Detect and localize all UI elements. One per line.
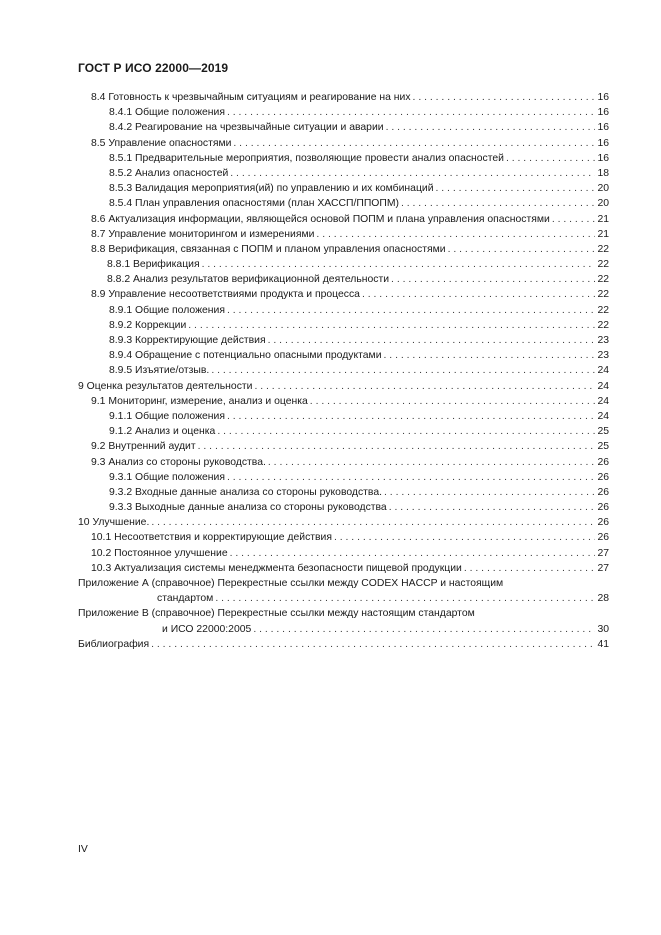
toc-entry-page: 26 (597, 471, 609, 483)
toc-entry[interactable] (78, 348, 609, 363)
toc-entry[interactable] (78, 561, 609, 576)
toc-entry-title: 8.7 Управление мониторингом и измерениями (91, 228, 315, 240)
toc-entry-page: 25 (597, 426, 609, 438)
toc-entry-page: 23 (597, 350, 609, 362)
toc-entry-page: 16 (597, 152, 609, 164)
toc-entry-page: 26 (597, 502, 609, 514)
toc-entry-page: 24 (597, 365, 609, 377)
dot-leader (413, 90, 596, 105)
toc-entry-page: 26 (597, 486, 609, 498)
toc-entry-page: 20 (597, 198, 609, 210)
toc-entry-page: 26 (597, 456, 609, 468)
bibliography-entry[interactable] (78, 637, 609, 652)
toc-entry-title: стандартом (157, 593, 214, 605)
toc-entry[interactable] (78, 303, 609, 318)
toc-entry[interactable] (78, 181, 609, 196)
toc-entry[interactable] (78, 394, 609, 409)
toc-entry-title: 8.5.2 Анализ опасностей (109, 167, 229, 179)
toc-entry[interactable] (78, 212, 609, 227)
toc-entry-page: 18 (597, 167, 609, 179)
dot-leader (253, 622, 595, 637)
toc-entry[interactable] (78, 242, 609, 257)
toc-entry[interactable] (78, 287, 609, 302)
toc-entry[interactable] (78, 455, 609, 470)
toc-entry-page: 26 (597, 517, 609, 529)
appendix-title-line[interactable]: Приложение А (справочное) Перекрестные ссылки между CODEX HACCP и настоящим (78, 578, 504, 589)
dot-leader (230, 546, 596, 561)
toc-entry-page: 27 (597, 547, 609, 559)
toc-entry-page: 27 (597, 562, 609, 574)
toc-entry-page: 22 (597, 274, 609, 286)
toc-entry-title: 9.1.1 Общие положения (109, 410, 225, 422)
toc-entry-title: 8.9 Управление несоответствиями продукта и процесса (91, 289, 360, 301)
toc-entry[interactable] (78, 257, 609, 272)
toc-entry[interactable] (78, 333, 609, 348)
dot-leader (233, 136, 595, 151)
dot-leader (389, 500, 596, 515)
dot-leader (506, 151, 595, 166)
toc-entry-page: 16 (597, 122, 609, 134)
dot-leader (151, 515, 595, 530)
toc-entry[interactable] (78, 363, 609, 378)
dot-leader (227, 303, 595, 318)
toc-entry[interactable] (78, 409, 609, 424)
dot-leader (217, 424, 595, 439)
toc-entry-page: 41 (597, 638, 609, 650)
toc-entry-title: 9.3.3 Выходные данные анализа со стороны руководства (109, 502, 387, 514)
toc-entry-title: 8.5.4 План управления опасностями (план ХАССП/ППОПМ) (109, 198, 399, 210)
dot-leader (230, 166, 595, 181)
toc-entry[interactable] (78, 120, 609, 135)
toc-entry-title: 9 Оценка результатов деятельности (78, 380, 253, 392)
dot-leader (436, 181, 596, 196)
dot-leader (227, 409, 595, 424)
toc-entry-title: 10.3 Актуализация системы менеджмента безопасности пищевой продукции (91, 562, 462, 574)
toc-entry-title: 10.2 Постоянное улучшение (91, 547, 228, 559)
toc-entry-title: 10.1 Несоответствия и корректирующие действия (91, 532, 332, 544)
toc-entry-title: 8.5 Управление опасностями (91, 137, 232, 149)
dot-leader (552, 212, 596, 227)
toc-entry-page: 20 (597, 183, 609, 195)
toc-entry-title: 9.1 Мониторинг, измерение, анализ и оценка (91, 395, 308, 407)
toc-entry[interactable] (78, 530, 609, 545)
toc-entry-page: 22 (597, 304, 609, 316)
dot-leader (362, 287, 595, 302)
toc-entry-title: 8.4.1 Общие положения (109, 107, 225, 119)
toc-entry[interactable] (78, 227, 609, 242)
toc-entry-page: 21 (597, 228, 609, 240)
table-of-contents (78, 90, 609, 652)
toc-entry-title: 8.9.3 Корректирующие действия (109, 335, 266, 346)
dot-leader (401, 196, 595, 211)
toc-entry-title: 9.3.1 Общие положения (109, 471, 225, 483)
toc-entry-page: 26 (597, 532, 609, 544)
toc-entry-title: 10 Улучшение. (78, 517, 150, 529)
dot-leader (386, 120, 596, 135)
toc-entry-page: 23 (597, 335, 609, 346)
dot-leader (151, 637, 595, 652)
toc-entry[interactable] (78, 485, 609, 500)
toc-entry-title: 8.5.3 Валидация мероприятия(ий) по управлению и их комбинаций (109, 183, 434, 195)
dot-leader (334, 530, 595, 545)
toc-entry[interactable] (78, 272, 609, 287)
toc-entry[interactable] (78, 136, 609, 151)
toc-entry[interactable] (78, 500, 609, 515)
toc-entry-page: 24 (597, 410, 609, 422)
toc-entry-title: 8.9.5 Изъятие/отзыв. (109, 365, 210, 377)
toc-entry-page: 16 (597, 107, 609, 119)
toc-entry-title: 8.5.1 Предварительные мероприятия, позволяющие провести анализ опасностей (109, 152, 504, 164)
toc-entry-page: 28 (597, 593, 609, 605)
toc-entry-title: 8.4 Готовность к чрезвычайным ситуациям и реагирование на них (91, 92, 411, 103)
toc-entry-page: 22 (597, 243, 609, 255)
toc-entry[interactable] (78, 439, 609, 454)
toc-entry[interactable] (78, 90, 609, 105)
dot-leader (448, 242, 596, 257)
dot-leader (188, 318, 595, 333)
toc-entry[interactable] (78, 424, 609, 439)
toc-entry-page: 21 (597, 213, 609, 225)
dot-leader (268, 455, 596, 470)
toc-entry-title: 8.8 Верификация, связанная с ПОПМ и планом управления опасностями (91, 243, 446, 255)
toc-entry-title: 8.9.4 Обращение с потенциально опасными продуктами (109, 350, 382, 362)
dot-leader (215, 591, 595, 606)
toc-entry-title: 8.8.2 Анализ результатов верификационной деятельности (107, 274, 390, 286)
dot-leader (211, 363, 595, 378)
toc-entry-page: 22 (597, 319, 609, 331)
toc-entry-page: 25 (597, 441, 609, 453)
toc-entry-page: 22 (597, 259, 609, 271)
toc-entry-page: 24 (597, 395, 609, 407)
toc-entry[interactable] (78, 470, 609, 485)
toc-entry-page: 30 (597, 623, 609, 635)
toc-entry[interactable] (78, 151, 609, 166)
dot-leader (384, 348, 596, 363)
toc-entry[interactable] (78, 105, 609, 120)
toc-entry-page: 24 (597, 380, 609, 392)
toc-entry-page: 16 (597, 92, 609, 103)
page-header: ГОСТ Р ИСО 22000—2019 (78, 61, 229, 75)
toc-entry-title: и ИСО 22000:2005 (162, 623, 252, 635)
dot-leader (227, 105, 595, 120)
toc-entry[interactable] (78, 318, 609, 333)
toc-entry-title: 8.9.2 Коррекции (109, 319, 187, 331)
toc-entry-title: 9.2 Внутренний аудит (91, 441, 196, 453)
toc-entry-page: 16 (597, 137, 609, 149)
dot-leader (254, 379, 595, 394)
toc-entry-title: 9.3.2 Входные данные анализа со стороны руководства. (109, 486, 383, 498)
toc-entry-title: 8.9.1 Общие положения (109, 304, 225, 316)
page-number: IV (78, 844, 88, 855)
toc-entry-title: 9.3 Анализ со стороны руководства. (91, 456, 266, 468)
appendix-title-line[interactable]: Приложение В (справочное) Перекрестные ссылки между настоящим стандартом (78, 608, 475, 620)
dot-leader (198, 439, 596, 454)
dot-leader (391, 272, 595, 287)
dot-leader (268, 333, 596, 348)
toc-entry-title: 8.8.1 Верификация (107, 259, 200, 271)
toc-entry[interactable] (78, 546, 609, 561)
dot-leader (384, 485, 595, 500)
toc-entry-title: 8.6 Актуализация информации, являющейся основой ПОПМ и плана управления опасностями (91, 213, 550, 225)
toc-entry-title: Библиография (78, 638, 150, 650)
dot-leader (464, 561, 596, 576)
appendix-entry[interactable] (78, 591, 609, 606)
dot-leader (316, 227, 595, 242)
appendix-entry[interactable] (78, 622, 609, 637)
toc-entry-page: 22 (597, 289, 609, 301)
toc-entry[interactable] (78, 196, 609, 211)
toc-entry-title: 9.1.2 Анализ и оценка (109, 426, 216, 438)
dot-leader (310, 394, 596, 409)
toc-entry[interactable] (78, 166, 609, 181)
toc-entry[interactable] (78, 515, 609, 530)
dot-leader (202, 257, 596, 272)
toc-entry[interactable] (78, 379, 609, 394)
toc-entry-title: 8.4.2 Реагирование на чрезвычайные ситуации и аварии (109, 122, 384, 134)
dot-leader (227, 470, 595, 485)
